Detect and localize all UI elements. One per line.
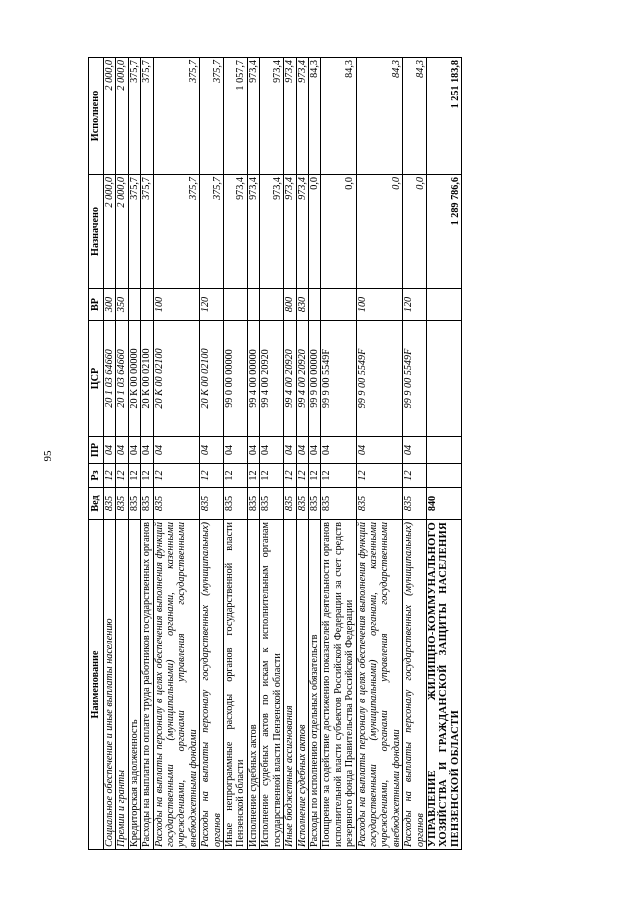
cell-vr: 350: [116, 289, 128, 321]
cell-vr: [247, 289, 259, 321]
cell-name: Расходы на выплаты по оплате труда работников государственных органов: [141, 520, 153, 850]
cell-assigned: 0,0: [321, 175, 356, 289]
cell-pr: 04: [247, 437, 259, 464]
cell-vr: [128, 289, 140, 321]
cell-assigned: 375,7: [200, 175, 224, 289]
table-row: [308, 58, 320, 850]
header-rz: Рз: [89, 464, 104, 488]
cell-assigned: 2 000,0: [116, 175, 128, 289]
cell-assigned: 0,0: [403, 175, 427, 289]
cell-csr: 99 0 00 00000: [224, 321, 248, 437]
cell-ved: 835: [308, 488, 320, 520]
cell-pr: 04: [128, 437, 140, 464]
cell-pr: 04: [260, 437, 284, 464]
cell-ved: 835: [104, 488, 116, 520]
cell-ved: 835: [128, 488, 140, 520]
cell-executed: 973,4: [260, 58, 284, 175]
cell-csr: 99 4 00 20920: [284, 321, 296, 437]
cell-vr: [224, 289, 248, 321]
cell-executed: 375,7: [128, 58, 140, 175]
cell-assigned: 973,4: [247, 175, 259, 289]
cell-ved: 840: [426, 488, 461, 520]
cell-executed: 84,3: [403, 58, 427, 175]
cell-csr: 99 4 00 20920: [296, 321, 308, 437]
cell-rz: 12: [308, 464, 320, 488]
cell-csr: [426, 321, 461, 437]
cell-rz: 12: [128, 464, 140, 488]
cell-pr: 04: [356, 437, 403, 464]
cell-ved: 835: [321, 488, 356, 520]
cell-pr: 04: [116, 437, 128, 464]
cell-name: Иные непрограммные расходы органов государственной власти Пензенской области: [224, 520, 248, 850]
table-row: [260, 58, 284, 850]
cell-rz: 12: [224, 464, 248, 488]
table-row: [116, 58, 128, 850]
cell-name: УПРАВЛЕНИЕ ЖИЛИЩНО-КОММУНАЛЬНОГО ХОЗЯЙСТВА И ГРАЖДАНСКОЙ ЗАЩИТЫ НАСЕЛЕНИЯ ПЕНЗЕНСКОЙ ОБЛАСТИ: [426, 520, 461, 850]
cell-pr: 04: [200, 437, 224, 464]
cell-name: Социальное обеспечение и иные выплаты населению: [104, 520, 116, 850]
cell-vr: 120: [200, 289, 224, 321]
cell-pr: 04: [403, 437, 427, 464]
cell-pr: 04: [224, 437, 248, 464]
cell-csr: 99 4 00 20920: [260, 321, 284, 437]
cell-rz: 12: [356, 464, 403, 488]
cell-ved: 835: [224, 488, 248, 520]
cell-rz: 12: [321, 464, 356, 488]
cell-name: Расходы по исполнению отдельных обязательств: [308, 520, 320, 850]
cell-assigned: 1 289 786,6: [426, 175, 461, 289]
cell-vr: [426, 289, 461, 321]
cell-csr: 20 К 00 02100: [153, 321, 200, 437]
table-row: [356, 58, 403, 850]
table-row: [104, 58, 116, 850]
page-number: 95: [42, 450, 54, 462]
cell-pr: 04: [141, 437, 153, 464]
cell-assigned: 375,7: [128, 175, 140, 289]
cell-executed: 2 000,0: [104, 58, 116, 175]
cell-pr: 04: [104, 437, 116, 464]
header-vr: ВР: [89, 289, 104, 321]
header-csr: ЦСР: [89, 321, 104, 437]
budget-table-rotated: [88, 58, 561, 850]
cell-executed: 84,3: [308, 58, 320, 175]
table-row: [200, 58, 224, 850]
cell-csr: 20 К 00 02100: [200, 321, 224, 437]
budget-table: [88, 57, 462, 850]
cell-assigned: 973,4: [224, 175, 248, 289]
cell-executed: 973,4: [247, 58, 259, 175]
table-row: [321, 58, 356, 850]
table-row: [403, 58, 427, 850]
cell-vr: 800: [284, 289, 296, 321]
cell-rz: 12: [153, 464, 200, 488]
cell-ved: 835: [284, 488, 296, 520]
cell-vr: 100: [356, 289, 403, 321]
cell-ved: 835: [141, 488, 153, 520]
cell-rz: 12: [116, 464, 128, 488]
cell-executed: 973,4: [284, 58, 296, 175]
cell-csr: 99 9 00 5549F: [403, 321, 427, 437]
cell-name: Премии и гранты: [116, 520, 128, 850]
cell-vr: [321, 289, 356, 321]
cell-assigned: 973,4: [296, 175, 308, 289]
cell-assigned: 973,4: [284, 175, 296, 289]
cell-name: Исполнение судебных актов: [247, 520, 259, 850]
table-row: [128, 58, 140, 850]
table-row: [426, 58, 461, 850]
cell-ved: 835: [200, 488, 224, 520]
cell-name: Расходы на выплаты персоналу государственных (муниципальных) органов: [403, 520, 427, 850]
cell-executed: 1 057,7: [224, 58, 248, 175]
cell-assigned: 2 000,0: [104, 175, 116, 289]
cell-rz: [426, 464, 461, 488]
table-row: [141, 58, 153, 850]
cell-csr: 20 1 03 64660: [104, 321, 116, 437]
cell-rz: 12: [200, 464, 224, 488]
cell-executed: 2 000,0: [116, 58, 128, 175]
table-row: [296, 58, 308, 850]
cell-rz: 12: [296, 464, 308, 488]
table-row: [247, 58, 259, 850]
cell-ved: 835: [247, 488, 259, 520]
cell-assigned: 973,4: [260, 175, 284, 289]
cell-executed: 1 251 183,8: [426, 58, 461, 175]
cell-csr: 99 4 00 00000: [247, 321, 259, 437]
cell-vr: 100: [153, 289, 200, 321]
cell-rz: 12: [284, 464, 296, 488]
cell-csr: 99 9 00 5549F: [321, 321, 356, 437]
cell-name: Расходы на выплаты персоналу в целях обеспечения выполнения функций государственными (муниципальными) органами, казенными учреждениями, органами управления государственными внебюджетными фондами: [356, 520, 403, 850]
cell-executed: 84,3: [356, 58, 403, 175]
header-executed: Исполнено: [89, 58, 104, 175]
cell-executed: 375,7: [141, 58, 153, 175]
cell-rz: 12: [247, 464, 259, 488]
cell-ved: 835: [116, 488, 128, 520]
cell-assigned: 0,0: [308, 175, 320, 289]
cell-vr: [141, 289, 153, 321]
cell-pr: 04: [153, 437, 200, 464]
header-pr: ПР: [89, 437, 104, 464]
cell-csr: 99 9 00 5549F: [356, 321, 403, 437]
cell-executed: 375,7: [200, 58, 224, 175]
cell-pr: 04: [296, 437, 308, 464]
cell-name: Иные бюджетные ассигнования: [284, 520, 296, 850]
cell-ved: 835: [356, 488, 403, 520]
table-header-row: [89, 58, 104, 850]
cell-name: Исполнение судебных актов по искам к исполнительным органам государственной власти Пензенской области: [260, 520, 284, 850]
table-body: [104, 58, 462, 850]
table-row: [284, 58, 296, 850]
header-assigned: Назначено: [89, 175, 104, 289]
header-ved: Вед: [89, 488, 104, 520]
cell-ved: 835: [260, 488, 284, 520]
table-row: [224, 58, 248, 850]
cell-vr: 120: [403, 289, 427, 321]
cell-rz: 12: [403, 464, 427, 488]
cell-executed: 375,7: [153, 58, 200, 175]
cell-name: Кредиторская задолженность: [128, 520, 140, 850]
cell-ved: 835: [296, 488, 308, 520]
table-row: [153, 58, 200, 850]
cell-assigned: 375,7: [153, 175, 200, 289]
cell-pr: 04: [308, 437, 320, 464]
cell-assigned: 375,7: [141, 175, 153, 289]
cell-vr: 300: [104, 289, 116, 321]
cell-pr: [426, 437, 461, 464]
cell-rz: 12: [141, 464, 153, 488]
cell-csr: 99 9 00 00000: [308, 321, 320, 437]
cell-csr: 20 К 00 02100: [141, 321, 153, 437]
cell-csr: 20 1 03 64660: [116, 321, 128, 437]
cell-vr: [308, 289, 320, 321]
cell-name: Поощрение за содействие достижению показателей деятельности органов исполнительной власти субъектов Российской Федерации за счет средств резервного фонда Правительства Российской Федерации: [321, 520, 356, 850]
cell-vr: [260, 289, 284, 321]
cell-name: Исполнение судебных актов: [296, 520, 308, 850]
cell-rz: 12: [104, 464, 116, 488]
cell-name: Расходы на выплаты персоналу государственных (муниципальных) органов: [200, 520, 224, 850]
cell-executed: 84,3: [321, 58, 356, 175]
cell-ved: 835: [153, 488, 200, 520]
cell-ved: 835: [403, 488, 427, 520]
cell-executed: 973,4: [296, 58, 308, 175]
cell-assigned: 0,0: [356, 175, 403, 289]
cell-rz: 12: [260, 464, 284, 488]
cell-pr: 04: [284, 437, 296, 464]
header-name: Наименование: [89, 520, 104, 850]
cell-vr: 830: [296, 289, 308, 321]
cell-pr: 04: [321, 437, 356, 464]
cell-csr: 20 К 00 00000: [128, 321, 140, 437]
cell-name: Расходы на выплаты персоналу в целях обеспечения выполнения функций государственными (муниципальными) органами, казенными учреждениями, органами управления государственными внебюджетными фондами: [153, 520, 200, 850]
